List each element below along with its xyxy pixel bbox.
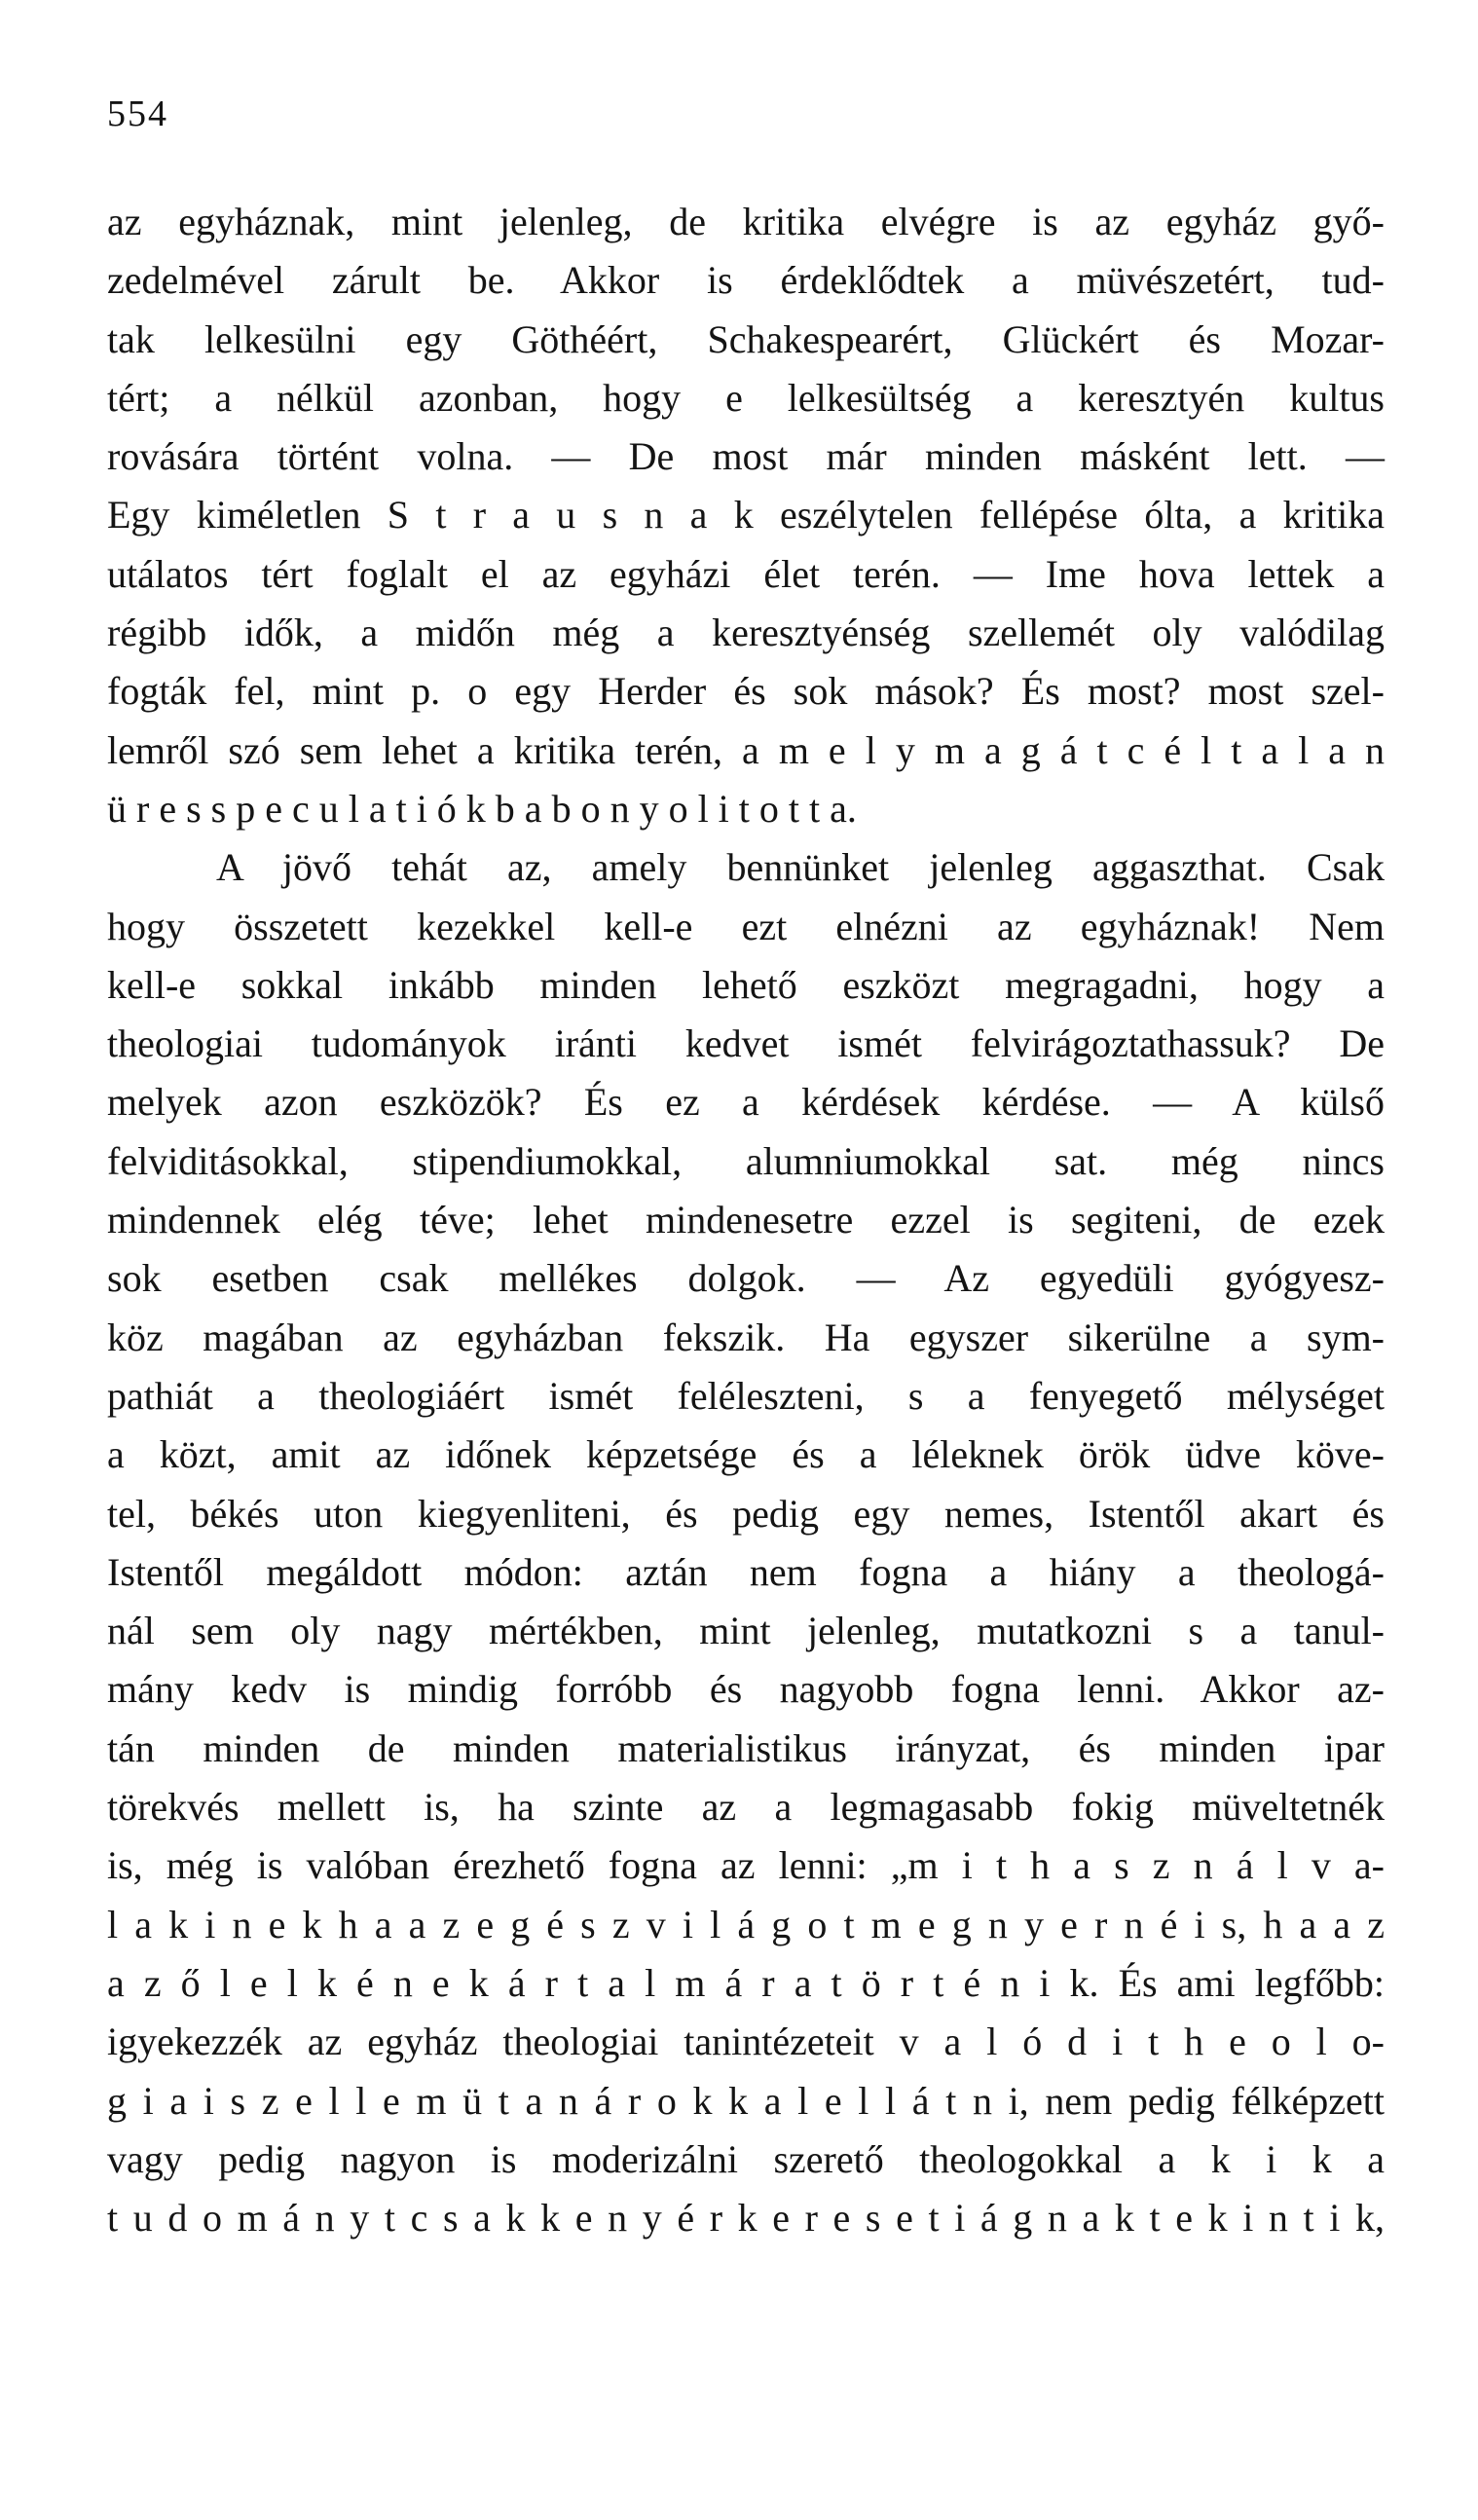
text-line: theologiai tudományok iránti kedvet ismét felvirágoztathassuk? De	[107, 1021, 1385, 1066]
text-line: sok esetben csak mellékes dolgok. — Az egyedüli gyógyesz-	[107, 1256, 1385, 1301]
text-line: g i a i s z e l l e m ü t a n á r o k k a l e l l á t n i, nem pedig félképzett	[107, 2078, 1385, 2123]
text-line: rovására történt volna. — De most már minden másként lett. —	[107, 434, 1385, 479]
paragraph-start-line: A jövő tehát az, amely bennünket jelenleg aggaszthat. Csak	[216, 845, 1385, 890]
text-line: köz magában az egyházban fekszik. Ha egyszer sikerülne a sym-	[107, 1315, 1385, 1359]
text-line: hogy összetett kezekkel kell-e ezt elnézni az egyháznak! Nem	[107, 904, 1385, 948]
text-line: tel, békés uton kiegyenliteni, és pedig egy nemes, Istentől akart és	[107, 1491, 1385, 1536]
body-text	[107, 193, 1385, 2247]
text-line: a z ő l e l k é n e k á r t a l m á r a t ö r t é n i k. És ami legfőbb:	[107, 1960, 1385, 2005]
text-line: nál sem oly nagy mértékben, mint jelenleg, mutatkozni s a tanul-	[107, 1609, 1385, 1653]
paragraph-end-line: ü r e s s p e c u l a t i ó k b a b o n y o l i t o t t a.	[107, 786, 857, 831]
text-line: kell-e sokkal inkább minden lehető eszközt megragadni, hogy a	[107, 962, 1385, 1007]
text-line: l a k i n e k h a a z e g é s z v i l á g o t m e g n y e r n é i s, h a a z	[107, 1902, 1385, 1946]
text-line: zedelmével zárult be. Akkor is érdeklődtek a müvészetért, tud-	[107, 258, 1385, 303]
text-line: tért; a nélkül azonban, hogy e lelkesültség a keresztyén kultus	[107, 375, 1385, 420]
text-line: igyekezzék az egyház theologiai tanintézeteit v a l ó d i t h e o l o-	[107, 2020, 1385, 2064]
text-line: régibb idők, a midőn még a keresztyénség szellemét oly valódilag	[107, 611, 1385, 655]
text-line: t u d o m á n y t c s a k k e n y é r k e r e s e t i á g n a k t e k i n t i k,	[107, 2196, 1385, 2241]
text-line: mindennek elég téve; lehet mindenesetre ezzel is segiteni, de ezek	[107, 1198, 1385, 1242]
text-line: utálatos tért foglalt el az egyházi élet terén. — Ime hova lettek a	[107, 551, 1385, 596]
text-line: tak lelkesülni egy Göthéért, Schakespearért, Glückért és Mozar-	[107, 316, 1385, 361]
text-line: az egyháznak, mint jelenleg, de kritika elvégre is az egyház győ-	[107, 200, 1385, 243]
text-line: törekvés mellett is, ha szinte az a legmagasabb fokig müveltetnék	[107, 1785, 1385, 1830]
text-line: lemről szó sem lehet a kritika terén, a m e l y m a g á t c é l t a l a n	[107, 727, 1385, 772]
text-line: felviditásokkal, stipendiumokkal, alumniumokkal sat. még nincs	[107, 1138, 1385, 1183]
text-line: a közt, amit az időnek képzetsége és a léleknek örök üdve köve-	[107, 1432, 1385, 1477]
text-line: vagy pedig nagyon is moderizálni szerető theologokkal a k i k a	[107, 2136, 1385, 2181]
text-line: Egy kiméletlen S t r a u s n a k eszélytelen fellépése ólta, a kritika	[107, 493, 1385, 537]
text-line: melyek azon eszközök? És ez a kérdések kérdése. — A külső	[107, 1080, 1385, 1125]
text-line: fogták fel, mint p. o egy Herder és sok mások? És most? most szel-	[107, 669, 1385, 714]
text-line: is, még is valóban érezhető fogna az lenni: „m i t h a s z n á l v a-	[107, 1843, 1385, 1888]
text-line: Istentől megáldott módon: aztán nem fogna a hiány a theologá-	[107, 1549, 1385, 1594]
text-line: pathiát a theologiáért ismét feléleszteni, s a fenyegető mélységet	[107, 1373, 1385, 1418]
text-line: mány kedv is mindig forróbb és nagyobb fogna lenni. Akkor az-	[107, 1667, 1385, 1712]
page-number: 554	[107, 93, 168, 134]
text-line: tán minden de minden materialistikus irányzat, és minden ipar	[107, 1725, 1385, 1770]
